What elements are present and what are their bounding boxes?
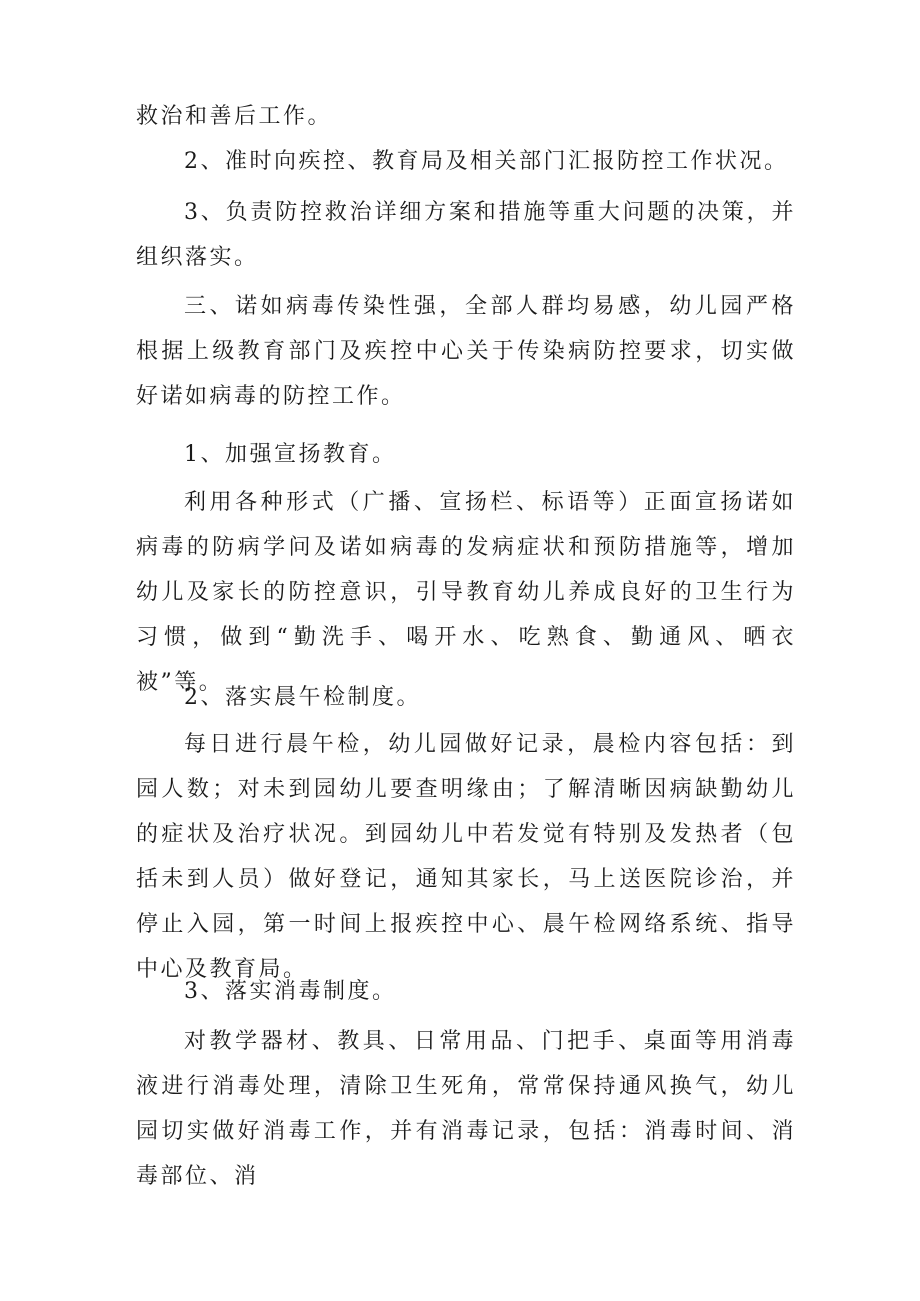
- paragraph-9: 3、落实消毒制度。: [184, 979, 397, 1004]
- paragraph-4: 三、诺如病毒传染性强，全部人群均易感，幼儿园严格根据上级教育部门及疾控中心关于传染病防控要求，切实做好诺如病毒的防控工作。: [136, 294, 796, 409]
- paragraph-3: 3、负责防控救治详细方案和措施等重大问题的决策，并组织落实。: [136, 200, 796, 270]
- paragraph-10: 对教学器材、教具、日常用品、门把手、桌面等用消毒液进行消毒处理，清除卫生死角，常常保持通风换气，幼儿园切实做好消毒工作，并有消毒记录，包括：消毒时间、消毒部位、消: [136, 1029, 796, 1189]
- paragraph-8: 每日进行晨午检，幼儿园做好记录，晨检内容包括：到园人数；对未到园幼儿要查明缘由；了解清晰因病缺勤幼儿的症状及治疗状况。到园幼儿中若发觉有特别及发热者（包括未到人员）做好登记，通知其家长，马上送医院诊治，并停止入园，第一时间上报疾控中心、晨午检网络系统、指导中心及教育局。: [136, 732, 796, 982]
- paragraph-5: 1、加强宣扬教育。: [184, 442, 397, 467]
- paragraph-2: 2、准时向疾控、教育局及相关部门汇报防控工作状况。: [184, 149, 789, 174]
- paragraph-1: 救治和善后工作。: [136, 104, 333, 129]
- paragraph-6: 利用各种形式（广播、宣扬栏、标语等）正面宣扬诺如病毒的防病学问及诺如病毒的发病症状和预防措施等，增加幼儿及家长的防控意识，引导教育幼儿养成良好的卫生行为习惯，做到“勤洗手、喝开水、吃熟食、勤通风、晒衣被”等。: [136, 490, 796, 695]
- paragraph-7: 2、落实晨午检制度。: [184, 685, 421, 710]
